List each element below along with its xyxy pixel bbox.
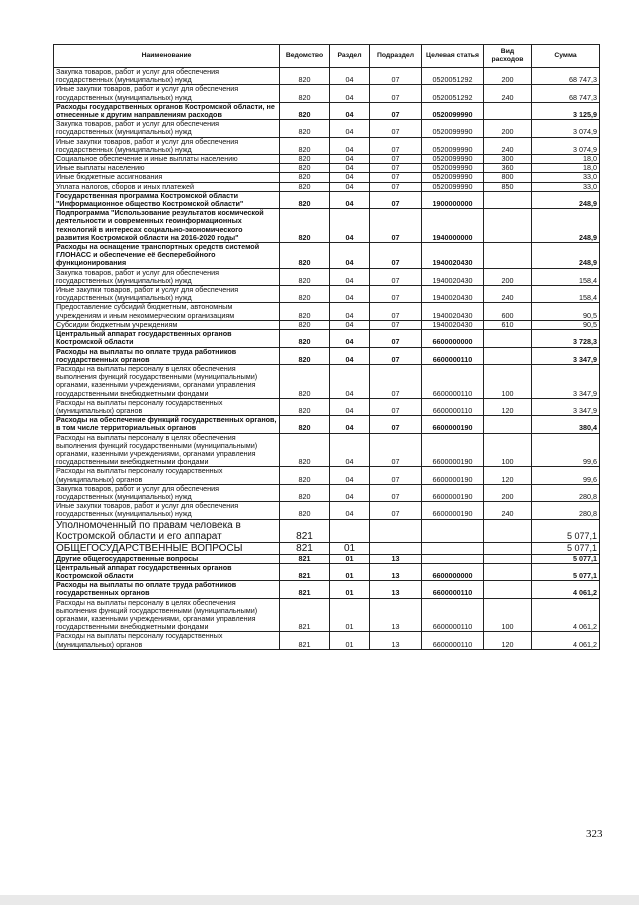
table-body <box>54 68 600 650</box>
table-row <box>54 120 600 137</box>
cell-section: 04 <box>330 320 370 329</box>
table-row <box>54 554 600 563</box>
cell-department: 821 <box>280 563 330 580</box>
table-row <box>54 433 600 467</box>
cell-name: Иные бюджетные ассигнования <box>54 173 280 182</box>
cell-amount: 4 061,2 <box>532 581 600 598</box>
cell-target-article <box>422 554 484 563</box>
cell-amount: 248,9 <box>532 191 600 208</box>
cell-target-article: 6600000110 <box>422 598 484 632</box>
cell-name: Расходы на выплаты персоналу государственных (муниципальных) органов <box>54 632 280 649</box>
cell-subsection: 07 <box>370 102 422 119</box>
cell-target-article: 6600000110 <box>422 632 484 649</box>
cell-expense-type: 240 <box>484 85 532 102</box>
cell-name: Расходы государственных органов Костромской области, не отнесенные к другим направлениям расходов <box>54 102 280 119</box>
cell-department: 820 <box>280 155 330 164</box>
cell-subsection: 07 <box>370 433 422 467</box>
cell-amount: 3 728,3 <box>532 330 600 347</box>
table-row <box>54 85 600 102</box>
cell-department: 820 <box>280 484 330 501</box>
cell-expense-type <box>484 102 532 119</box>
table-row <box>54 155 600 164</box>
cell-subsection <box>370 519 422 542</box>
header-expense-type: Вид расходов <box>484 45 532 68</box>
cell-target-article: 6600000190 <box>422 433 484 467</box>
table-row <box>54 542 600 554</box>
cell-department: 821 <box>280 542 330 554</box>
table-row <box>54 581 600 598</box>
cell-subsection: 07 <box>370 416 422 433</box>
cell-subsection: 13 <box>370 598 422 632</box>
cell-amount: 4 061,2 <box>532 632 600 649</box>
cell-expense-type: 200 <box>484 268 532 285</box>
cell-name: Уплата налогов, сборов и иных платежей <box>54 182 280 191</box>
cell-amount: 3 347,9 <box>532 398 600 415</box>
cell-department: 820 <box>280 347 330 364</box>
cell-name: Закупка товаров, работ и услуг для обеспечения государственных (муниципальных) нужд <box>54 268 280 285</box>
cell-subsection: 07 <box>370 398 422 415</box>
header-row <box>54 45 600 68</box>
cell-expense-type: 240 <box>484 137 532 154</box>
cell-target-article: 6600000110 <box>422 581 484 598</box>
cell-expense-type <box>484 191 532 208</box>
cell-department: 821 <box>280 632 330 649</box>
cell-subsection: 07 <box>370 286 422 303</box>
cell-subsection: 07 <box>370 330 422 347</box>
table-row <box>54 519 600 542</box>
cell-section: 04 <box>330 173 370 182</box>
cell-section: 04 <box>330 268 370 285</box>
cell-amount: 3 074,9 <box>532 120 600 137</box>
cell-name: Государственная программа Костромской области "Информационное общество Костромской области" <box>54 191 280 208</box>
cell-department: 820 <box>280 173 330 182</box>
cell-name: Предоставление субсидий бюджетным, автономным учреждениям и иным некоммерческим организациям <box>54 303 280 320</box>
cell-subsection: 07 <box>370 467 422 484</box>
cell-section: 01 <box>330 563 370 580</box>
cell-name: Закупка товаров, работ и услуг для обеспечения государственных (муниципальных) нужд <box>54 484 280 501</box>
cell-section: 04 <box>330 484 370 501</box>
cell-section: 04 <box>330 85 370 102</box>
cell-name: Расходы на выплаты персоналу государственных (муниципальных) органов <box>54 398 280 415</box>
cell-amount: 5 077,1 <box>532 542 600 554</box>
cell-target-article: 1940020430 <box>422 243 484 269</box>
cell-name: Центральный аппарат государственных органов Костромской области <box>54 563 280 580</box>
cell-department: 820 <box>280 120 330 137</box>
cell-department: 820 <box>280 467 330 484</box>
cell-expense-type: 300 <box>484 155 532 164</box>
cell-section: 04 <box>330 102 370 119</box>
cell-expense-type <box>484 563 532 580</box>
table-row <box>54 137 600 154</box>
header-subsection: Подраздел <box>370 45 422 68</box>
cell-amount: 158,4 <box>532 268 600 285</box>
cell-target-article: 6600000190 <box>422 502 484 519</box>
cell-section: 04 <box>330 209 370 243</box>
cell-subsection: 07 <box>370 68 422 85</box>
cell-name: Подпрограмма "Использование результатов космической деятельности и современных геоинформационных технологий в интересах социально-экономического развития Костромской области на 2016-2020 годы" <box>54 209 280 243</box>
cell-expense-type: 850 <box>484 182 532 191</box>
cell-section: 04 <box>330 416 370 433</box>
cell-section <box>330 519 370 542</box>
cell-subsection: 07 <box>370 320 422 329</box>
cell-amount: 33,0 <box>532 182 600 191</box>
cell-section: 04 <box>330 364 370 398</box>
table-row <box>54 398 600 415</box>
table-row <box>54 347 600 364</box>
cell-name: Закупка товаров, работ и услуг для обеспечения государственных (муниципальных) нужд <box>54 120 280 137</box>
cell-amount: 3 347,9 <box>532 347 600 364</box>
cell-department: 820 <box>280 502 330 519</box>
cell-name: Иные закупки товаров, работ и услуг для обеспечения государственных (муниципальных) нужд <box>54 502 280 519</box>
cell-name: Расходы на обеспечение функций государственных органов, в том числе территориальных органов <box>54 416 280 433</box>
table-row <box>54 416 600 433</box>
cell-target-article: 1940000000 <box>422 209 484 243</box>
cell-expense-type: 360 <box>484 164 532 173</box>
cell-expense-type: 200 <box>484 68 532 85</box>
table-row <box>54 268 600 285</box>
cell-department: 820 <box>280 182 330 191</box>
cell-amount: 68 747,3 <box>532 85 600 102</box>
cell-amount: 3 125,9 <box>532 102 600 119</box>
cell-target-article: 0520099990 <box>422 182 484 191</box>
cell-target-article: 6600000190 <box>422 416 484 433</box>
cell-department: 820 <box>280 102 330 119</box>
cell-amount: 99,6 <box>532 467 600 484</box>
cell-target-article: 6600000110 <box>422 398 484 415</box>
cell-amount: 280,8 <box>532 484 600 501</box>
cell-target-article <box>422 519 484 542</box>
table-row <box>54 330 600 347</box>
cell-target-article <box>422 542 484 554</box>
cell-target-article: 6600000110 <box>422 364 484 398</box>
cell-department: 820 <box>280 320 330 329</box>
cell-amount: 248,9 <box>532 243 600 269</box>
cell-amount: 90,5 <box>532 320 600 329</box>
cell-section: 04 <box>330 303 370 320</box>
cell-name: Расходы на выплаты по оплате труда работников государственных органов <box>54 581 280 598</box>
cell-target-article: 6600000190 <box>422 467 484 484</box>
cell-amount: 380,4 <box>532 416 600 433</box>
cell-department: 820 <box>280 243 330 269</box>
cell-amount: 18,0 <box>532 164 600 173</box>
table-row <box>54 102 600 119</box>
cell-department: 820 <box>280 68 330 85</box>
cell-department: 821 <box>280 581 330 598</box>
cell-expense-type <box>484 209 532 243</box>
cell-section: 04 <box>330 286 370 303</box>
cell-name: Расходы на выплаты персоналу в целях обеспечения выполнения функций государственными (муниципальными) органами, казенными учреждениями, органами управления государственными внебюджетными фондами <box>54 598 280 632</box>
cell-expense-type <box>484 581 532 598</box>
cell-expense-type: 100 <box>484 598 532 632</box>
cell-name: Расходы на выплаты по оплате труда работников государственных органов <box>54 347 280 364</box>
cell-amount: 68 747,3 <box>532 68 600 85</box>
cell-target-article: 0520099990 <box>422 120 484 137</box>
table-row <box>54 164 600 173</box>
cell-name: Расходы на выплаты персоналу государственных (муниципальных) органов <box>54 467 280 484</box>
cell-expense-type <box>484 554 532 563</box>
cell-subsection: 07 <box>370 364 422 398</box>
cell-department: 820 <box>280 85 330 102</box>
cell-amount: 5 077,1 <box>532 554 600 563</box>
cell-expense-type: 200 <box>484 120 532 137</box>
cell-department: 820 <box>280 303 330 320</box>
cell-target-article: 1900000000 <box>422 191 484 208</box>
header-target-article: Целевая статья <box>422 45 484 68</box>
cell-subsection: 07 <box>370 164 422 173</box>
table-row <box>54 320 600 329</box>
cell-name: Расходы на выплаты персоналу в целях обеспечения выполнения функций государственными (муниципальными) органами, казенными учреждениями, органами управления государственными внебюджетными фондами <box>54 433 280 467</box>
table-row <box>54 563 600 580</box>
cell-department: 820 <box>280 191 330 208</box>
cell-subsection: 07 <box>370 155 422 164</box>
cell-amount: 248,9 <box>532 209 600 243</box>
cell-expense-type: 800 <box>484 173 532 182</box>
cell-department: 820 <box>280 164 330 173</box>
cell-target-article: 0520099990 <box>422 173 484 182</box>
cell-expense-type: 610 <box>484 320 532 329</box>
cell-department: 820 <box>280 330 330 347</box>
table-row <box>54 632 600 649</box>
cell-expense-type: 120 <box>484 632 532 649</box>
cell-section: 01 <box>330 598 370 632</box>
cell-department: 820 <box>280 209 330 243</box>
cell-section: 04 <box>330 330 370 347</box>
table-row <box>54 303 600 320</box>
table-row <box>54 484 600 501</box>
cell-target-article: 0520099990 <box>422 164 484 173</box>
cell-name: Закупка товаров, работ и услуг для обеспечения государственных (муниципальных) нужд <box>54 68 280 85</box>
table-row <box>54 598 600 632</box>
cell-amount: 158,4 <box>532 286 600 303</box>
cell-expense-type: 100 <box>484 433 532 467</box>
cell-subsection: 07 <box>370 120 422 137</box>
cell-amount: 18,0 <box>532 155 600 164</box>
cell-expense-type: 200 <box>484 484 532 501</box>
cell-name: Иные выплаты населению <box>54 164 280 173</box>
cell-amount: 33,0 <box>532 173 600 182</box>
cell-subsection: 07 <box>370 484 422 501</box>
cell-target-article: 0520051292 <box>422 68 484 85</box>
cell-section: 01 <box>330 632 370 649</box>
header-department: Ведомство <box>280 45 330 68</box>
cell-amount: 3 074,9 <box>532 137 600 154</box>
cell-subsection: 07 <box>370 182 422 191</box>
cell-section: 04 <box>330 182 370 191</box>
cell-target-article: 0520099990 <box>422 155 484 164</box>
cell-expense-type: 600 <box>484 303 532 320</box>
cell-subsection: 07 <box>370 85 422 102</box>
table-row <box>54 209 600 243</box>
table-row <box>54 467 600 484</box>
cell-department: 820 <box>280 364 330 398</box>
cell-subsection: 13 <box>370 581 422 598</box>
cell-department: 821 <box>280 519 330 542</box>
cell-section: 04 <box>330 137 370 154</box>
cell-expense-type: 120 <box>484 398 532 415</box>
cell-name: Расходы на оснащение транспортных средств системой ГЛОНАСС и обеспечение её бесперебойного функционирования <box>54 243 280 269</box>
cell-expense-type <box>484 243 532 269</box>
cell-target-article: 0520051292 <box>422 85 484 102</box>
cell-subsection: 13 <box>370 554 422 563</box>
cell-target-article: 1940020430 <box>422 320 484 329</box>
table-row <box>54 68 600 85</box>
table-row <box>54 364 600 398</box>
cell-subsection: 07 <box>370 209 422 243</box>
cell-section: 04 <box>330 164 370 173</box>
cell-name: Другие общегосударственные вопросы <box>54 554 280 563</box>
cell-amount: 90,5 <box>532 303 600 320</box>
cell-subsection: 07 <box>370 268 422 285</box>
cell-target-article: 0520099990 <box>422 137 484 154</box>
cell-target-article: 1940020430 <box>422 286 484 303</box>
cell-amount: 99,6 <box>532 433 600 467</box>
cell-section: 04 <box>330 467 370 484</box>
cell-department: 820 <box>280 286 330 303</box>
cell-subsection: 07 <box>370 191 422 208</box>
cell-subsection: 07 <box>370 502 422 519</box>
cell-amount: 5 077,1 <box>532 519 600 542</box>
cell-name: Иные закупки товаров, работ и услуг для обеспечения государственных (муниципальных) нужд <box>54 137 280 154</box>
table-row <box>54 243 600 269</box>
cell-subsection: 07 <box>370 243 422 269</box>
header-amount: Сумма <box>532 45 600 68</box>
page-number: 323 <box>586 828 603 840</box>
cell-section: 01 <box>330 581 370 598</box>
cell-target-article: 1940020430 <box>422 268 484 285</box>
budget-table <box>53 44 600 650</box>
cell-name: Уполномоченный по правам человека в Костромской области и его аппарат <box>54 519 280 542</box>
cell-section: 04 <box>330 398 370 415</box>
cell-amount: 4 061,2 <box>532 598 600 632</box>
cell-section: 04 <box>330 155 370 164</box>
cell-section: 01 <box>330 542 370 554</box>
cell-expense-type <box>484 416 532 433</box>
cell-section: 04 <box>330 68 370 85</box>
cell-subsection: 07 <box>370 303 422 320</box>
cell-name: Расходы на выплаты персоналу в целях обеспечения выполнения функций государственными (муниципальными) органами, казенными учреждениями, органами управления государственными внебюджетными фондами <box>54 364 280 398</box>
cell-target-article: 6600000110 <box>422 347 484 364</box>
cell-department: 821 <box>280 554 330 563</box>
cell-expense-type <box>484 330 532 347</box>
cell-subsection: 07 <box>370 347 422 364</box>
cell-expense-type <box>484 542 532 554</box>
cell-subsection <box>370 542 422 554</box>
table-row <box>54 173 600 182</box>
cell-amount: 5 077,1 <box>532 563 600 580</box>
cell-expense-type <box>484 347 532 364</box>
cell-target-article: 0520099990 <box>422 102 484 119</box>
cell-expense-type: 120 <box>484 467 532 484</box>
cell-section: 04 <box>330 191 370 208</box>
cell-target-article: 6600000190 <box>422 484 484 501</box>
cell-name: Субсидии бюджетным учреждениям <box>54 320 280 329</box>
cell-department: 820 <box>280 398 330 415</box>
table-row <box>54 502 600 519</box>
cell-expense-type: 240 <box>484 502 532 519</box>
table-row <box>54 191 600 208</box>
cell-department: 820 <box>280 137 330 154</box>
cell-expense-type <box>484 519 532 542</box>
table-row <box>54 286 600 303</box>
cell-target-article: 6600000000 <box>422 563 484 580</box>
cell-amount: 3 347,9 <box>532 364 600 398</box>
cell-section: 04 <box>330 502 370 519</box>
cell-name: Иные закупки товаров, работ и услуг для обеспечения государственных (муниципальных) нужд <box>54 286 280 303</box>
cell-name: Иные закупки товаров, работ и услуг для обеспечения государственных (муниципальных) нужд <box>54 85 280 102</box>
cell-subsection: 07 <box>370 173 422 182</box>
cell-department: 821 <box>280 598 330 632</box>
cell-name: Центральный аппарат государственных органов Костромской области <box>54 330 280 347</box>
cell-subsection: 13 <box>370 563 422 580</box>
cell-subsection: 07 <box>370 137 422 154</box>
cell-expense-type: 100 <box>484 364 532 398</box>
cell-target-article: 6600000000 <box>422 330 484 347</box>
cell-department: 820 <box>280 416 330 433</box>
cell-expense-type: 240 <box>484 286 532 303</box>
header-name: Наименование <box>54 45 280 68</box>
cell-subsection: 13 <box>370 632 422 649</box>
cell-section: 04 <box>330 120 370 137</box>
scan-edge <box>0 895 639 905</box>
cell-target-article: 1940020430 <box>422 303 484 320</box>
cell-department: 820 <box>280 433 330 467</box>
header-section: Раздел <box>330 45 370 68</box>
cell-name: ОБЩЕГОСУДАРСТВЕННЫЕ ВОПРОСЫ <box>54 542 280 554</box>
cell-section: 04 <box>330 433 370 467</box>
cell-amount: 280,8 <box>532 502 600 519</box>
cell-section: 01 <box>330 554 370 563</box>
table-row <box>54 182 600 191</box>
cell-name: Социальное обеспечение и иные выплаты населению <box>54 155 280 164</box>
cell-department: 820 <box>280 268 330 285</box>
cell-section: 04 <box>330 347 370 364</box>
cell-section: 04 <box>330 243 370 269</box>
